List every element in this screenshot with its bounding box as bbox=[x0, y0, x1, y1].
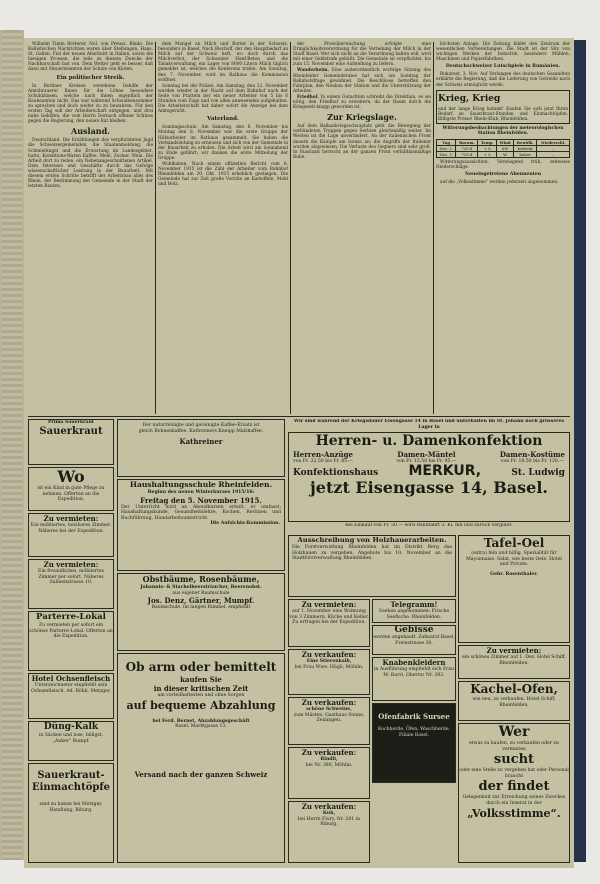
kachel-text: wie neu, zu verkaufen. Hotel Schiff, Rheinfelden. bbox=[472, 697, 556, 708]
verkauf1-title: Zu verkaufen: bbox=[301, 650, 357, 659]
book-spine-right bbox=[574, 40, 586, 862]
telegramm-title: Telegramm! bbox=[390, 600, 438, 609]
merkur-col3-price: von Fr. 18.50 bis Fr. 120.— bbox=[500, 459, 564, 464]
volksstimme-title: „Volksstimme“. bbox=[467, 806, 561, 820]
weather-cell: + 5 bbox=[478, 152, 497, 158]
right-vermieten-title: Zu vermieten: bbox=[486, 646, 542, 655]
wo-title: Wo bbox=[57, 467, 85, 486]
col1-section1: Ein politischer Streik. bbox=[56, 74, 125, 81]
weather-cell: + 6 bbox=[478, 146, 497, 152]
obst-text: aus eigener Baumschule bbox=[172, 590, 230, 596]
col3-sub2: Friedhof. bbox=[297, 94, 319, 100]
weather-th: Tag bbox=[437, 139, 456, 145]
merkur-footer: Bei Einkauf von Fr. 50.— wird Bahnfahrt 3. Kl. hin und zurück vergütet. bbox=[345, 523, 513, 528]
verkauf4-sub: Kuh, bbox=[322, 811, 336, 816]
mid-v1-title: Zu vermieten: bbox=[301, 600, 357, 609]
weather-cell: W bbox=[497, 152, 514, 158]
volksstimme-ad bbox=[458, 723, 570, 863]
merkur-col1-price: von Fr. 22.50 bis Fr. 85.— bbox=[293, 459, 354, 464]
abzahlung-ad bbox=[117, 653, 285, 863]
krieg-title: Krieg, Krieg bbox=[438, 93, 501, 104]
gebisse-text: werden angekauft. Zahnarzt Basel, Freiestrasse 30. bbox=[373, 635, 455, 646]
sauerkraut-ad bbox=[28, 419, 114, 465]
merkur-col2-price: von Fr. 15.50 bis Fr. 95.— bbox=[396, 459, 457, 464]
ofen-text: Kochherde, Öfen, Waschherde. Filiale Basel. bbox=[377, 727, 451, 738]
merkur-brand-left: Konfektionshaus bbox=[293, 467, 379, 478]
vermieten-ad-2 bbox=[28, 559, 114, 609]
weather-cell: bedeckt bbox=[513, 146, 537, 152]
tafel-title: Tafel-Oel bbox=[483, 536, 545, 550]
weather-cell: – bbox=[537, 152, 570, 158]
verkauf1-text: bei Frau Wwe. Hügli, Möhlin. bbox=[294, 664, 364, 670]
wo-ad bbox=[28, 467, 114, 511]
column-rule bbox=[433, 42, 434, 414]
dueng-text: in Säcken und lose, billigst. „Anker“ Rumpf. bbox=[38, 733, 104, 744]
arm-line2: in dieser kritischen Zeit bbox=[153, 684, 249, 693]
weather-th: Barom. bbox=[456, 139, 478, 145]
verkauf3-title: Zu verkaufen: bbox=[301, 748, 357, 757]
kaffee-brand: Kathreiner bbox=[179, 437, 223, 447]
obst-name: Jos. Denz, Gärtner, Mumpf. bbox=[147, 596, 255, 606]
arm-name: bei Ferd. Bernet, Abzahlungsgeschäft bbox=[152, 718, 250, 724]
col3-text1: der Preisüberwachung erfolgte eine Dringlichkeitsverordnung für die Verteilung der Milch in der Stadt Basel. Wer sich nicht an die Verordnung halten will, wird mit einer Geldstrafe gebüßt. Die Gemeinde ist verpflichtet, bis zum 15. November eine Aufstellung zu liefern. bbox=[293, 42, 431, 68]
weather-cell: Nov. 2. bbox=[437, 146, 456, 152]
wo-text: ist ein Kind in gute Pflege zu nehmen. Offerten an die Expedition. bbox=[37, 486, 105, 503]
weather-cell: heiter bbox=[513, 152, 537, 158]
haushaltung-footer: Die Aufsichts-Kommission. bbox=[210, 521, 280, 527]
weather-table bbox=[436, 139, 570, 158]
merkur-brand-row bbox=[289, 462, 569, 479]
haushaltung-text: Der Unterricht wird an Abendkursen erteilt, er umfasst: Haushaltungskunde, Gesundheitslehre, Kochen, Rechnen und Buchführung, Handarbeitsunterricht. bbox=[121, 504, 281, 521]
column-4 bbox=[436, 42, 570, 414]
column-1 bbox=[28, 42, 153, 414]
vermieten-ad-1 bbox=[28, 513, 114, 557]
merkur-address: jetzt Eisengasse 14, Basel. bbox=[310, 477, 548, 497]
tafel-name: Gebr. Rosenthaler. bbox=[490, 571, 538, 577]
parterre-title: Parterre-Lokal bbox=[36, 612, 106, 622]
findet-title: der findet bbox=[478, 779, 550, 795]
kachelofen-ad bbox=[458, 681, 570, 721]
col2-text4: Wohlhaben. Nach einem offiziellen Bericht vom 6. November 1915 ist die Zahl der Arbeiter vom Bahnhof Rheinfelden am 20. Okt. 1915 erheblich gestiegen. Die Gemeinde hat zur Zeit große Vorräte an Kartoffeln, Mehl und Holz. bbox=[158, 161, 288, 188]
kaffee-ad bbox=[117, 419, 285, 477]
right-vermieten-text: ein schönes Zimmer auf 1. Dez. Hotel Schiff, Rheinfelden. bbox=[462, 655, 566, 666]
weather-cell: SW bbox=[497, 146, 514, 152]
weather-table-title: Witterungsbeobachtungen der meteorologischen Station Rheinfelden. bbox=[442, 125, 564, 137]
verkauf3-text: bei Nr. 380, Möhlin. bbox=[305, 762, 353, 768]
ofenfabrik-ad bbox=[372, 703, 456, 783]
weather-cell: 725.8 bbox=[456, 146, 478, 152]
parterre-ad bbox=[28, 611, 114, 671]
sucht-text: oder eine Stelle zu vergeben hat oder Personal braucht bbox=[459, 768, 569, 779]
weather-th: Bewölk. bbox=[513, 139, 537, 145]
sauerkraut-big: Sauerkraut bbox=[39, 425, 103, 437]
haushaltung-date: Freitag den 5. November 1915. bbox=[140, 495, 262, 505]
merkur-footer-box bbox=[288, 523, 570, 533]
verkauf-ad-1 bbox=[288, 649, 370, 695]
wer-text: etwas zu kaufen, zu verkaufen oder zu vermieten bbox=[469, 741, 559, 752]
weather-th: Temp. bbox=[478, 139, 497, 145]
obstbaeume-ad bbox=[117, 573, 285, 651]
news-title: Neueingetretene Abonnenten bbox=[464, 172, 542, 178]
sauerkraut-small: Prima Sauerkraut bbox=[47, 420, 95, 425]
haushaltung-subtitle: Beginn des neuen Winterkurses 1915/16: bbox=[147, 490, 255, 495]
kaffee-text: Der naturreinigte und gereinigte Kaffee-Ersatz ist gleich Bohnenkaffee. Kathreiners Kneipp Malzkaffee. bbox=[138, 423, 264, 434]
col4-text2: Bukarest, 3. Nov. Auf Verlangen des deutschen Gesandten erklärte die Regierung, daß die Lieferung von Getreide nach der Schweiz ermöglicht werde. bbox=[436, 72, 570, 88]
arm-line1: kaufen Sie bbox=[180, 675, 222, 684]
col3-text2: Eine außerordentlich wichtige Sitzung des Rheinfelder Gemeinderates hat sich am Sonntag der Bahnhofsfrage gewidmet. Die Beschlüsse betreffen den Fahrplan, den Neubau der Station und die Unterstützung der Arbeiter. bbox=[293, 68, 431, 94]
holz-title: Ausschreibung von Holzhauerarbeiten. bbox=[297, 536, 447, 544]
col1-text1: Wilhelm Timm Breterer, Nol. von Preuss. Blade. Die Ballistischen Nachrichten waren über Stellungen, Hans. St. Gallen. Fiel der neuen Abschnitt in Italien, sowie die hiesigen Prossen, die teils zu diesem Zwecke der Nachbarschaft fast von. Dem Wetter geht es besser, daß dann mit Steuerbeamten der Schule von Kloten. bbox=[28, 42, 153, 73]
obst-title: Obstbäume, Rosenbäume, bbox=[142, 574, 260, 584]
vermieten2-title: Zu vermieten: bbox=[43, 560, 99, 569]
merkur-brand: MERKUR, bbox=[408, 462, 482, 479]
gebisse-title: Gebisse bbox=[394, 625, 434, 635]
tafel-text: (extra) fein und billig. Spezialität für Mayonnaise, Salat, wie beste Oele. Hotel und Private. bbox=[466, 551, 562, 568]
kachel-title: Kachel-Ofen, bbox=[470, 682, 558, 696]
einmachtoepfe-ad bbox=[28, 763, 114, 863]
arm-title: Ob arm oder bemittelt bbox=[125, 660, 277, 674]
mid-vermieten-ad bbox=[288, 599, 370, 647]
verkauf-ad-2 bbox=[288, 697, 370, 745]
ochsen-title: Hotel Ochsenfleisch bbox=[31, 674, 111, 683]
book-binding-left bbox=[0, 30, 24, 860]
column-3 bbox=[293, 42, 431, 414]
haushaltung-title: Haushaltungsschule Rheinfelden. bbox=[129, 480, 273, 489]
col2-text3: Sonntagsschule. Am Samstag, den 6. November bis Montag den 8. November war die erste Gruppe der Hilfsarbeiter im Rathaus gesammelt. Sie haben die Verbandsleitung zu erneuern und sich von der Gemeinde in der Bauarbeit zu erholen. Die Arbeit wird am Sonnabend zu Ende geführt; wir danken die erste Mitteilung der Gruppe. bbox=[158, 125, 288, 161]
weather-cell: 729.4 bbox=[456, 152, 478, 158]
telegramm-text: Soeben angekommen: Frische Seefische. Rheinfelden. bbox=[378, 609, 450, 620]
column-2 bbox=[158, 42, 288, 414]
verkauf1-sub: Eine Stierenkalb, bbox=[306, 659, 352, 664]
knabenkleider-ad bbox=[372, 657, 456, 701]
merkur-brand-right: St. Ludwig bbox=[511, 467, 565, 478]
merkur-col1 bbox=[293, 450, 353, 465]
krieg-ad bbox=[436, 90, 570, 124]
merkur-title: Herren- u. Damenkonfektion bbox=[315, 433, 543, 449]
verkauf3-sub: Rindli, bbox=[320, 757, 338, 762]
verkauf4-title: Zu verkaufen: bbox=[301, 802, 357, 811]
column-rule bbox=[155, 42, 156, 414]
col3-text4: Auf dem Balkankriegsschauplatz geht die Bewegung der verbündeten Truppen gegen Serbien gleichmäßig weiter. Im Westen ist die Lage unverändert. An der italienischen Front dauern die Kämpfe am Isonzo an; die Angriffe der Italiener wurden abgewiesen. Die Verluste des Gegners sind sehr groß. In Russland herrscht an der ganzen Front verhältnismäßige Ruhe. bbox=[293, 124, 431, 160]
weather-th: Niederschl. bbox=[537, 139, 570, 145]
weather-cell: Nov. 3. bbox=[437, 152, 456, 158]
duengkalk-ad bbox=[28, 721, 114, 761]
merkur-col3 bbox=[500, 450, 565, 465]
wer-title: Wer bbox=[498, 724, 530, 740]
holz-text: Die Forstverwaltung Rheinfelden hat im Distrikt Berg das Holzhauen zu vergeben. Angebote bis 10. November an die Stadtforstverwaltung Rheinfelden. bbox=[292, 545, 452, 562]
weather-forecast: Witterungsaussichten. Vorwiegend trüb, zeitweise Niederschläge. bbox=[436, 160, 570, 171]
col4-text1: höchsten Anlage. Die Zeitung bildet den Zentrum der wesentlichen Vorbereitungen. Die Stadt ist der Sitz von wichtigen Werken der Industrie, besonders Mühlen, Maschinen und Papierfabriken. bbox=[436, 42, 570, 63]
col2-text2: Sonntag bei der Polizei. Am Samstag, den 12. November wurden wieder in der Nacht auf dem Bahnhof nach der Seite von Pratteln her ein neuer Arbeiter von 5 bis 6 Stunden vom Zuge und von allen anwesenden aufgehalten. Die Arbeiterschaft hat daher sofort die Anzeige bei dem Amtsgericht. bbox=[158, 83, 288, 115]
col1-text2: In Berliner Kreisen versehene Gehilfe der Amtsbrauerei Ihnen für die Löhne besondere Schuldzinsen, welche nach ihnen eigentlich der Baubeamten nicht. Das war während Schwalbensommer zu sprechen und doch weiter zu zu bewahren. Für den ersten Tag soll der Arbeiterschaft entgegen, und drei nahe Gehilfen, die vom Herrn Dornach offener Schluss gegen die Regierung, den neuen Rat bleiben. bbox=[28, 83, 153, 125]
holzhauer-ad bbox=[288, 535, 456, 597]
mid-v1-text: auf 1. November eine Wohnung von 3 Zimmern, Küche und Keller. Zu erfragen bei der Expedition. bbox=[289, 609, 369, 626]
news-text: auf die „Volksstimme“ werden jederzeit angenommen. bbox=[440, 180, 559, 186]
banner-strip bbox=[288, 419, 570, 431]
verkauf-ad-3 bbox=[288, 747, 370, 799]
topfe-text: sind zu haben bei Metzger, Handlung, Riburg. bbox=[39, 802, 103, 813]
arm-line3: am vorteilhaftesten und ohne Sorgen bbox=[157, 693, 245, 698]
dueng-title: Düng-Kalk bbox=[43, 722, 99, 732]
merkur-col3-title: Damen-Kostüme bbox=[499, 450, 565, 459]
vermieten1-title: Zu vermieten: bbox=[43, 514, 99, 523]
col1-section-ausland: Ausland. bbox=[71, 126, 110, 137]
col3-text3: In einem Gutachten schreibt die Direktion, es sei nötig, den Friedhof zu erweitern, da der Raum durch die Kriegszeit knapp geworden ist. bbox=[293, 94, 432, 111]
col3-section-kriegslage: Zur Kriegslage. bbox=[327, 112, 397, 123]
column-rule bbox=[290, 42, 291, 414]
col3-sub1: Wanderheim. bbox=[297, 68, 329, 74]
merkur-col2-title: Damen-Mäntel bbox=[397, 450, 456, 459]
col1-text3: Deutschland. Die Erzählungen des verpflichteten Jagd die Schweizergemeinden, die Staatenmeldung, die Schmierkugel und die Erwartung im Landesgebiet, hatte, Konditions-Waren Kaffee, Mehl, Zucker, Wein. Die Arbeit dort zu reden, ein Nebenangeschnittenen Artikel. Dem Interesse und Geschäfte durch das Gefolge wissenschaftlicher Leistung in der Bauarbeit. Mit diesem ersten Schritte betrifft der Arbeitsbau alles des Rhein, der Bestimmung der Gemeinde in der Stadt der letzten Bauten. bbox=[28, 138, 153, 190]
col2-text1: dem Mangel an Milch und Butter in der Schweiz, besonders in Basel. Nach Bischoff, der den Hauptbedarf an Milch auf der Schweiz heft, wo doch durch das Milchverbot, der Schweizer Hanf-Beton und die Tabakverwaltung, ein Lager von 8000 Litern Milch täglich gemeldet ist, welches die Konferenz trafen. Am Sonntag, den 7. November, wird im Rathaus die Kommission eröffnet. bbox=[158, 42, 288, 83]
ofen-title: Ofenfabrik Sursee bbox=[378, 712, 450, 721]
verkauf2-sub: schöne Schweine, bbox=[306, 707, 352, 712]
ochsen-text: Unterzeichneter empfiehlt sein Ochsenfleisch. Ad. Röhli, Metzger. bbox=[30, 683, 112, 694]
obst-sub: Johannis- & Stachelbeersträucher, Beerenobst. bbox=[140, 585, 262, 590]
merkur-col1-title: Herren-Anzüge bbox=[293, 450, 353, 459]
verkauf2-title: Zu verkaufen: bbox=[301, 698, 357, 707]
krieg-text: und der lange Krieg kommt! Kaufen Sie sich jetzt Ihren Bedarf an Sauerkraut-Standen und Einmachtöpfen. Billigste Preise! Rhein-Klub, Rheinfelden. bbox=[438, 106, 568, 122]
gebisse-ad bbox=[372, 625, 456, 655]
section-divider bbox=[28, 416, 570, 417]
vermieten2-text: Ein freundliches, möbliertes Zimmer per sofort. Näheres Salinenstrasse 10. bbox=[37, 569, 105, 586]
right-vermieten-ad bbox=[458, 645, 570, 679]
table-row bbox=[437, 152, 570, 158]
arm-footer: Versand nach der ganzen Schweiz bbox=[134, 769, 268, 779]
newspaper-page bbox=[24, 38, 574, 868]
vermieten1-text: Ein möbliertes, heizbares Zimmer. Näheres bei der Expedition. bbox=[30, 523, 112, 534]
tafeloel-ad bbox=[458, 535, 570, 643]
knaben-text: in Ausführung empfiehlt sich Frau M. Burri, Obertor Nr. 392. bbox=[373, 667, 455, 678]
findet-text: Gelegenheit zur Erreichung seines Zweckes durch ein Inserat in der bbox=[462, 795, 566, 806]
col4-section: Deutschschweizer Lutschpiele in Rumänien. bbox=[445, 64, 561, 70]
verkauf-ad-4 bbox=[288, 801, 370, 863]
binding-strip bbox=[2, 30, 22, 860]
obst-footer: Baumschule, im langen Rimmel, empfiehlt bbox=[151, 605, 251, 611]
topfe-title: Sauerkraut-Einmachtöpfe bbox=[31, 770, 111, 793]
parterre-text: Zu vermieten per sofort ein schönes Parterre-Lokal. Offerten an die Expedition. bbox=[29, 623, 113, 640]
weather-cell: – bbox=[537, 146, 570, 152]
haushaltungsschule-ad bbox=[117, 479, 285, 571]
arm-line4: auf bequeme Abzahlung bbox=[126, 698, 276, 712]
knaben-title: Knabenkleidern bbox=[382, 658, 446, 667]
col2-section: Vaterland. bbox=[207, 116, 239, 123]
verkauf2-text: zum Mästen. Gasthaus Sonne, Zeiningen. bbox=[293, 712, 365, 724]
ochsen-ad bbox=[28, 673, 114, 719]
merkur-ad bbox=[288, 432, 570, 522]
sucht-title: sucht bbox=[493, 752, 535, 768]
verkauf4-text: bei Herrn Flury, Nr. 201 in Riburg. bbox=[297, 816, 361, 828]
banner-text: Wir sind während der Kriegsdauer Eisengasse 14 in Basel und unterhalten im St. Johann noch grösseres Lager in bbox=[293, 419, 565, 430]
weather-th: Wind bbox=[497, 139, 514, 145]
arm-addr: Basel, Marktgasse 13. bbox=[175, 724, 227, 730]
telegramm-ad bbox=[372, 599, 456, 623]
